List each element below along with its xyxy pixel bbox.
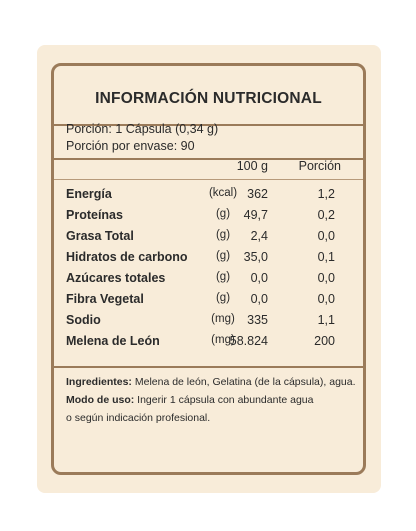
nutrient-row (54, 250, 363, 268)
column-header-100g: 100 g (236, 159, 268, 173)
nutrient-value-100g: 35,0 (243, 250, 268, 264)
usage-value-line1: Ingerir 1 cápsula con abundante agua (137, 394, 314, 406)
nutrient-unit: (g) (215, 271, 231, 283)
nutrient-row (54, 313, 363, 331)
nutrient-name: Hidratos de carbono (66, 250, 188, 264)
nutrient-name: Sodio (66, 313, 101, 327)
nutrient-value-100g: 335 (247, 313, 268, 327)
nutrient-value-100g: 58.824 (229, 334, 268, 348)
nutrient-name: Proteínas (66, 208, 123, 222)
nutrient-value-portion: 0,0 (317, 292, 335, 306)
nutrient-unit: (mg) (211, 334, 235, 346)
usage-text (66, 392, 356, 408)
column-header-portion: Porción (298, 159, 341, 173)
nutrient-unit: (g) (215, 250, 231, 262)
nutrient-row (54, 334, 363, 352)
nutrient-row (54, 187, 363, 205)
nutrient-row (54, 292, 363, 310)
nutrient-name: Grasa Total (66, 229, 134, 243)
nutrient-value-100g: 0,0 (250, 271, 268, 285)
nutrient-value-100g: 49,7 (243, 208, 268, 222)
portion-per-container: Porción por envase: 90 (66, 139, 195, 153)
nutrient-value-portion: 0,1 (317, 250, 335, 264)
usage-value-line2: o según indicación profesional. (66, 412, 211, 424)
nutrient-name: Fibra Vegetal (66, 292, 144, 306)
ingredients-value: Melena de león, Gelatina (de la cápsula), agua. (134, 376, 356, 388)
divider-columns (54, 179, 363, 180)
divider-footer (54, 366, 363, 368)
nutrient-unit: (g) (215, 292, 231, 304)
ingredients-text (66, 374, 356, 390)
nutrient-value-100g: 362 (247, 187, 268, 201)
nutrient-value-portion: 0,2 (317, 208, 335, 222)
nutrient-unit: (g) (215, 229, 231, 241)
ingredients-label: Ingredientes: (66, 376, 132, 388)
nutrient-unit: (g) (215, 208, 231, 220)
nutrient-row (54, 229, 363, 247)
nutrient-value-100g: 2,4 (250, 229, 268, 243)
nutrient-name: Melena de León (66, 334, 160, 348)
nutrient-value-portion: 1,2 (317, 187, 335, 201)
nutrient-unit: (kcal) (208, 187, 238, 199)
nutrient-name: Azúcares totales (66, 271, 166, 285)
usage-label: Modo de uso: (66, 394, 135, 406)
nutrient-value-portion: 0,0 (317, 271, 335, 285)
nutrient-value-portion: 1,1 (317, 313, 335, 327)
nutrient-unit: (mg) (211, 313, 235, 325)
nutrient-row (54, 271, 363, 289)
nutrient-value-portion: 0,0 (317, 229, 335, 243)
nutrient-value-100g: 0,0 (250, 292, 268, 306)
panel-title: INFORMACIÓN NUTRICIONAL (95, 90, 322, 107)
nutrient-row (54, 208, 363, 226)
nutrition-facts-panel (51, 63, 366, 475)
portion-serving: Porción: 1 Cápsula (0,34 g) (66, 122, 219, 136)
nutrient-value-portion: 200 (314, 334, 335, 348)
nutrient-name: Energía (66, 187, 112, 201)
usage-text-continued (66, 410, 356, 426)
